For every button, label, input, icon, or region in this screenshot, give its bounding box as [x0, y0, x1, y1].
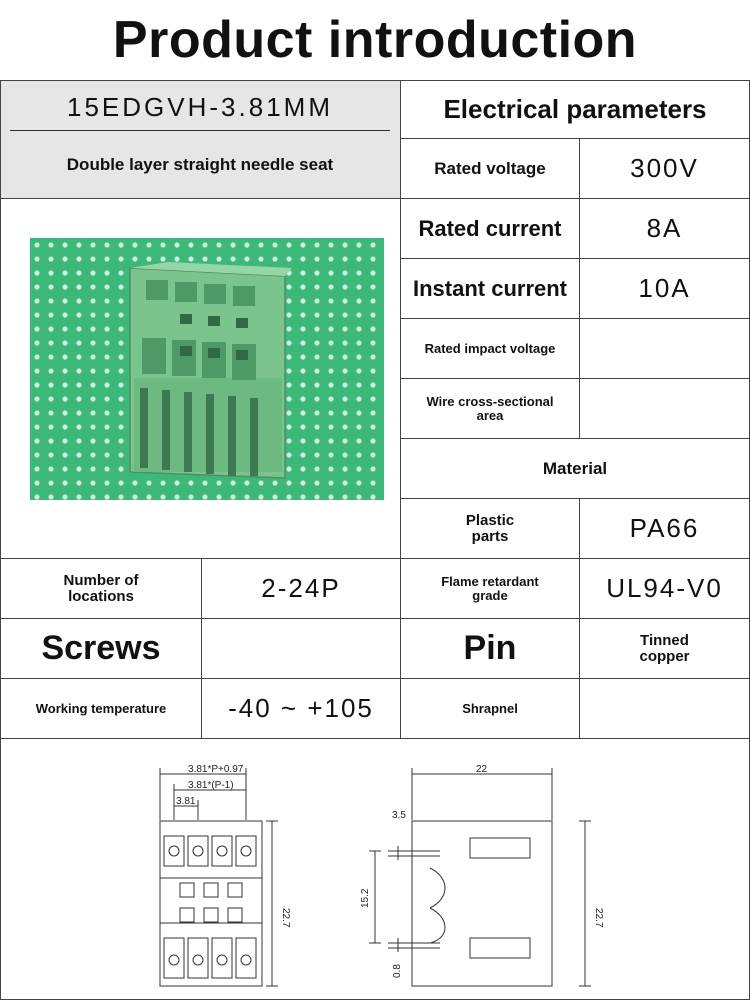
flame-label-line1: Flame retardant	[441, 573, 539, 589]
screws-value	[201, 618, 401, 679]
model-name: 15EDGVH-3.81MM	[67, 92, 333, 122]
dim-pin-top: 3.5	[392, 810, 406, 821]
dim-pin-bottom: 0.8	[392, 964, 403, 978]
rated-current-label: Rated current	[400, 198, 580, 259]
shrapnel-label: Shrapnel	[400, 678, 580, 739]
dim-pitch: 3.81	[176, 796, 196, 807]
divider	[10, 130, 390, 131]
dim-width-side: 22	[476, 764, 488, 775]
instant-current-value: 10A	[579, 258, 750, 319]
locations-label-line2: locations	[68, 587, 134, 605]
wire-cross-value	[579, 378, 750, 439]
plastic-parts-label-line1: Plastic	[465, 511, 515, 529]
flame-label	[400, 558, 580, 619]
pin-value-line1: Tinned	[640, 631, 689, 649]
plastic-parts-label	[400, 498, 580, 559]
locations-value: 2-24P	[201, 558, 401, 619]
page-title: Product introduction	[112, 11, 638, 69]
plastic-parts-value: PA66	[579, 498, 750, 559]
rated-voltage-value: 300V	[579, 138, 750, 199]
rated-impact-voltage-value	[579, 318, 750, 379]
dim-total: 3.81*P+0.97	[188, 764, 244, 775]
shrapnel-value	[579, 678, 750, 739]
screws-label: Screws	[0, 618, 202, 679]
drawings-frame	[0, 738, 750, 1000]
pin-value-line2: copper	[639, 647, 690, 665]
pin-label: Pin	[400, 618, 580, 679]
flame-label-line2: grade	[472, 587, 508, 603]
connector-body	[130, 262, 292, 478]
rated-voltage-label: Rated voltage	[400, 138, 580, 199]
params-header: Electrical parameters	[400, 80, 750, 139]
product-photo	[30, 238, 384, 500]
locations-label-line1: Number of	[63, 571, 139, 589]
dim-pitch-sum: 3.81*(P-1)	[188, 780, 234, 791]
dim-height-front: 22.7	[280, 908, 291, 928]
temp-value: -40 ~ +105	[201, 678, 401, 739]
material-header: Material	[400, 438, 750, 499]
wire-cross-label-line1: Wire cross-sectional	[426, 393, 554, 409]
dim-mid: 15.2	[360, 888, 371, 908]
locations-label	[0, 558, 202, 619]
pin-value	[579, 618, 750, 679]
wire-cross-label-line2: area	[476, 407, 504, 423]
flame-value: UL94-V0	[579, 558, 750, 619]
plastic-parts-label-line2: parts	[471, 527, 509, 545]
dim-height-side: 22.7	[593, 908, 604, 928]
model-subtitle: Double layer straight needle seat	[66, 155, 334, 174]
rated-current-value: 8A	[579, 198, 750, 259]
wire-cross-label	[400, 378, 580, 439]
instant-current-label: Instant current	[400, 258, 580, 319]
temp-label: Working temperature	[0, 678, 202, 739]
rated-impact-voltage-label: Rated impact voltage	[400, 318, 580, 379]
